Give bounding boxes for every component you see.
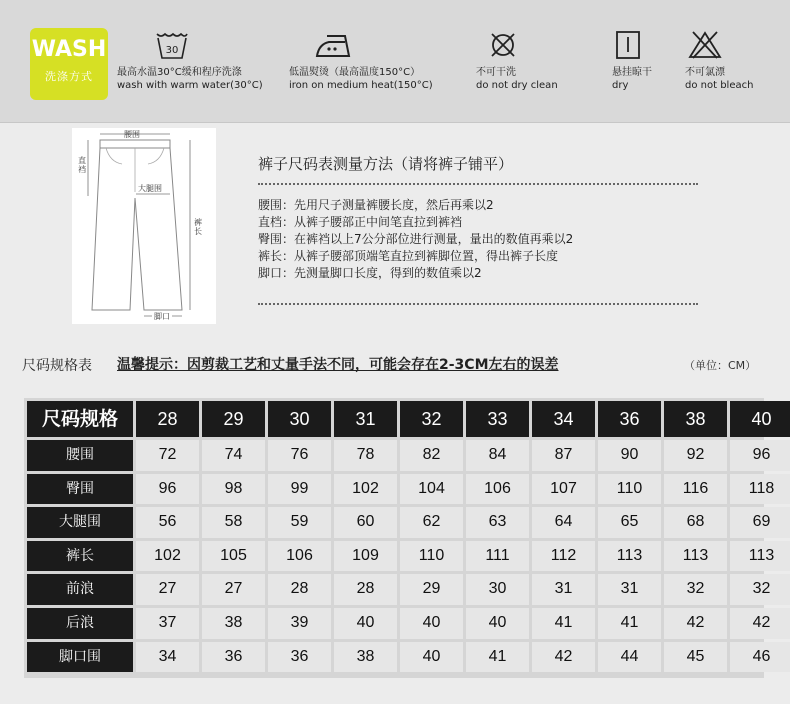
table-cell: 41 — [466, 642, 529, 673]
size-column-header: 34 — [532, 401, 595, 437]
wash-subtitle: 洗涤方式 — [45, 70, 93, 83]
table-cell: 90 — [598, 440, 661, 471]
table-cell: 104 — [400, 474, 463, 505]
row-header: 后浪 — [27, 608, 133, 639]
table-cell: 37 — [136, 608, 199, 639]
table-cell: 58 — [202, 507, 265, 538]
size-column-header: 36 — [598, 401, 661, 437]
size-table — [24, 398, 775, 678]
table-cell: 40 — [400, 642, 463, 673]
table-cell: 62 — [400, 507, 463, 538]
diagram-label-thigh: 大腿围 — [138, 184, 162, 193]
measurement-tip: 温馨提示：因剪裁工艺和丈量手法不同，可能会存在2-3CM左右的误差 — [117, 357, 559, 373]
table-cell: 96 — [730, 440, 790, 471]
table-cell: 59 — [268, 507, 331, 538]
table-cell: 65 — [598, 507, 661, 538]
size-chart-label: 尺码规格表 — [22, 358, 92, 374]
table-cell: 106 — [466, 474, 529, 505]
measure-line: 脚口：先测量脚口长度，得到的数值乘以2 — [258, 266, 482, 280]
size-column-header: 33 — [466, 401, 529, 437]
table-cell: 87 — [532, 440, 595, 471]
table-cell: 96 — [136, 474, 199, 505]
table-cell: 27 — [202, 574, 265, 605]
size-column-header: 38 — [664, 401, 727, 437]
measure-title: 裤子尺码表测量方法（请将裤子铺平） — [258, 155, 514, 173]
care-wash-cn: 最高水温30°C缓和程序洗涤 — [117, 67, 242, 78]
hang-dry-icon — [614, 30, 652, 62]
iron-icon — [315, 30, 433, 62]
care-iron-en: iron on medium heat(150°C) — [289, 80, 433, 91]
table-cell: 40 — [466, 608, 529, 639]
table-cell: 64 — [532, 507, 595, 538]
care-iron-cn: 低温熨烫（最高温度150°C） — [289, 67, 421, 78]
care-bleach-cn: 不可氯漂 — [685, 67, 725, 78]
size-column-header: 40 — [730, 401, 790, 437]
measure-line: 裤长：从裤子腰部顶端笔直拉到裤脚位置，得出裤子长度 — [258, 249, 559, 263]
table-cell: 60 — [334, 507, 397, 538]
table-cell: 98 — [202, 474, 265, 505]
table-cell: 32 — [664, 574, 727, 605]
row-header: 臀围 — [27, 474, 133, 505]
row-header: 前浪 — [27, 574, 133, 605]
table-cell: 110 — [598, 474, 661, 505]
table-cell: 82 — [400, 440, 463, 471]
pants-diagram — [72, 128, 216, 324]
care-item-iron — [289, 30, 433, 92]
divider-dotted-bottom — [258, 303, 698, 305]
table-cell: 44 — [598, 642, 661, 673]
table-cell: 34 — [136, 642, 199, 673]
care-item-wash — [117, 30, 263, 92]
table-cell: 68 — [664, 507, 727, 538]
table-cell: 110 — [400, 541, 463, 572]
table-cell: 42 — [532, 642, 595, 673]
measure-line: 臀围：在裤裆以上7公分部位进行测量，量出的数值再乘以2 — [258, 232, 574, 246]
size-column-header: 28 — [136, 401, 199, 437]
table-cell: 99 — [268, 474, 331, 505]
table-cell: 112 — [532, 541, 595, 572]
table-cell: 30 — [466, 574, 529, 605]
table-cell: 29 — [400, 574, 463, 605]
table-cell: 69 — [730, 507, 790, 538]
measure-line: 腰围：先用尺子测量裤腰长度，然后再乘以2 — [258, 198, 494, 212]
size-column-header: 31 — [334, 401, 397, 437]
table-cell: 78 — [334, 440, 397, 471]
care-item-no-bleach — [685, 30, 753, 92]
table-cell: 28 — [334, 574, 397, 605]
table-cell: 39 — [268, 608, 331, 639]
table-cell: 28 — [268, 574, 331, 605]
no-dry-clean-icon — [488, 30, 558, 62]
table-cell: 113 — [598, 541, 661, 572]
table-cell: 46 — [730, 642, 790, 673]
row-header: 腰围 — [27, 440, 133, 471]
table-cell: 38 — [202, 608, 265, 639]
care-dryclean-cn: 不可干洗 — [476, 67, 516, 78]
no-bleach-icon — [687, 30, 753, 62]
unit-label: （单位：CM） — [684, 359, 757, 372]
table-cell: 27 — [136, 574, 199, 605]
care-hang-cn: 悬挂晾干 — [612, 67, 652, 78]
size-column-header: 30 — [268, 401, 331, 437]
measure-list — [258, 197, 573, 282]
row-header: 脚口围 — [27, 642, 133, 673]
table-cell: 84 — [466, 440, 529, 471]
row-header: 大腿围 — [27, 507, 133, 538]
care-bleach-en: do not bleach — [685, 80, 754, 91]
size-column-header: 29 — [202, 401, 265, 437]
table-cell: 41 — [598, 608, 661, 639]
table-cell: 42 — [664, 608, 727, 639]
table-cell: 32 — [730, 574, 790, 605]
diagram-label-waist: 腰围 — [124, 130, 140, 139]
table-cell: 42 — [730, 608, 790, 639]
table-cell: 113 — [664, 541, 727, 572]
divider-dotted-top — [258, 183, 698, 185]
table-cell: 76 — [268, 440, 331, 471]
care-wash-en: wash with warm water(30°C) — [117, 80, 263, 91]
table-cell: 113 — [730, 541, 790, 572]
size-column-header: 32 — [400, 401, 463, 437]
table-cell: 63 — [466, 507, 529, 538]
care-dryclean-en: do not dry clean — [476, 80, 558, 91]
table-cell: 106 — [268, 541, 331, 572]
wash-badge — [30, 28, 108, 100]
table-cell: 45 — [664, 642, 727, 673]
table-cell: 36 — [268, 642, 331, 673]
care-item-hang-dry — [612, 30, 652, 92]
table-cell: 38 — [334, 642, 397, 673]
diagram-label-rise: 直裆 — [78, 156, 86, 174]
row-header: 裤长 — [27, 541, 133, 572]
table-cell: 31 — [598, 574, 661, 605]
measure-line: 直档：从裤子腰部正中间笔直拉到裤裆 — [258, 215, 463, 229]
wash-tub-30-icon — [155, 30, 263, 62]
table-cell: 111 — [466, 541, 529, 572]
care-hang-en: dry — [612, 80, 629, 91]
table-cell: 105 — [202, 541, 265, 572]
table-cell: 92 — [664, 440, 727, 471]
table-cell: 107 — [532, 474, 595, 505]
table-cell: 102 — [136, 541, 199, 572]
care-item-no-dry-clean — [476, 30, 558, 92]
diagram-label-length: 裤长 — [194, 218, 202, 236]
table-cell: 40 — [400, 608, 463, 639]
table-cell: 72 — [136, 440, 199, 471]
table-cell: 116 — [664, 474, 727, 505]
table-cell: 56 — [136, 507, 199, 538]
table-cell: 36 — [202, 642, 265, 673]
wash-tub-number: 30 — [165, 45, 179, 56]
table-cell: 74 — [202, 440, 265, 471]
wash-title: WASH — [31, 37, 107, 62]
table-cell: 40 — [334, 608, 397, 639]
size-table-corner: 尺码规格 — [27, 401, 133, 437]
table-cell: 31 — [532, 574, 595, 605]
table-cell: 109 — [334, 541, 397, 572]
table-cell: 118 — [730, 474, 790, 505]
diagram-label-hem: 脚口 — [154, 312, 170, 321]
table-cell: 41 — [532, 608, 595, 639]
table-cell: 102 — [334, 474, 397, 505]
